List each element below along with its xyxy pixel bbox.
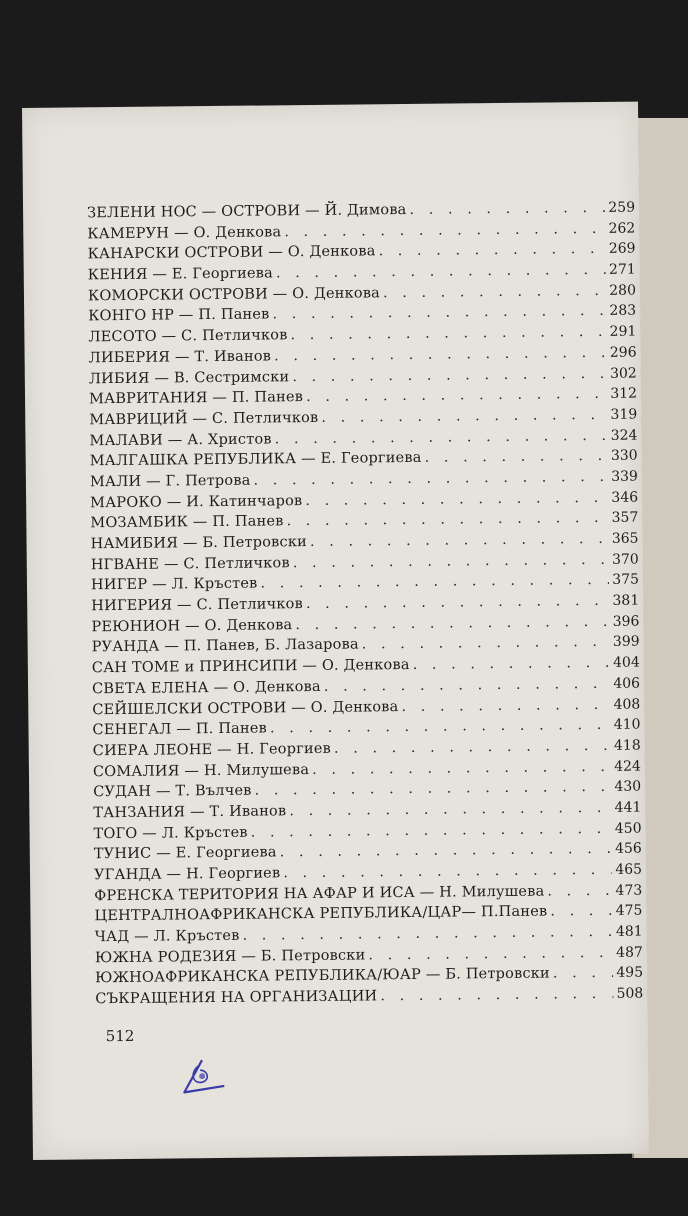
dot-leader [378, 239, 605, 262]
toc-entry-title: РЕЮНИОН — О. Денкова [91, 616, 293, 636]
dot-leader [409, 198, 605, 221]
toc-entry-page: 259 [608, 199, 636, 216]
toc-entry-title: МАРОКО — И. Катинчаров [90, 492, 303, 511]
toc-entry-page: 399 [612, 633, 640, 651]
dot-leader [547, 881, 612, 902]
toc-entry-title: СУДАН — Т. Вълчев [93, 782, 252, 801]
toc-entry-title: НИГЕР — Л. Кръстев [90, 575, 258, 594]
toc-entry-page: 508 [616, 985, 644, 1002]
toc-entry-page: 441 [614, 799, 642, 816]
toc-entry-page: 283 [609, 303, 637, 320]
book-page [22, 102, 649, 1160]
toc-entry-page: 465 [615, 861, 643, 878]
toc-entry-page: 339 [611, 468, 638, 485]
dot-leader [362, 632, 610, 655]
toc-entry-title: ЗЕЛЕНИ НОС — ОСТРОВИ — Й. Димова [87, 201, 407, 222]
toc-entry-page: 302 [609, 365, 637, 382]
toc-entry-page: 365 [611, 530, 639, 547]
toc-entry-title: САН ТОМЕ и ПРИНСИПИ — О. Денкова [91, 657, 410, 677]
toc-entry-title: ЦЕНТРАЛНОАФРИКАНСКА РЕПУБЛИКА/ЦАР— П.Панев [94, 903, 548, 925]
toc-entry-page: 357 [611, 509, 639, 527]
toc-entry-title: СЪКРАЩЕНИЯ НА ОРГАНИЗАЦИИ [95, 988, 378, 1008]
toc-entry-title: КАМЕРУН — О. Денкова [87, 223, 282, 243]
toc-entry-title: НИГЕРИЯ — С. Петличков [91, 596, 303, 615]
toc-entry-page: 346 [611, 489, 639, 506]
toc-entry-page: 408 [613, 696, 641, 713]
toc-entry-title: МАЛАВИ — А. Христов [89, 430, 272, 449]
toc-entry-page: 450 [614, 820, 642, 837]
toc-entry-page: 481 [615, 923, 643, 940]
toc-entry-page: 330 [610, 447, 638, 465]
toc-entry-title: КЕНИЯ — Е. Георгиева [87, 265, 274, 284]
dot-leader [401, 694, 610, 717]
toc-entry-title: УГАНДА — Н. Георгиев [93, 865, 281, 884]
toc-entry-title: ЮЖНА РОДЕЗИЯ — Б. Петровски [94, 947, 366, 967]
toc-entry-title: ТУНИС — Е. Георгиева [93, 844, 277, 863]
toc-entry-page: 280 [609, 282, 637, 299]
dot-leader [368, 943, 613, 966]
dot-leader [413, 653, 611, 676]
toc-entry-title: РУАНДА — П. Панев, Б. Лазарова [91, 636, 359, 656]
toc-entry-title: ЮЖНОАФРИКАНСКА РЕПУБЛИКА/ЮАР — Б. Петровски [95, 965, 550, 987]
toc-entry-page: 319 [610, 406, 638, 423]
toc-entry-title: МАЛИ — Г. Петрова [89, 472, 251, 491]
toc-entry-page: 424 [614, 758, 642, 775]
toc-entry-title: НГВАНЕ — С. Петличков [90, 554, 290, 573]
toc-entry-page: 404 [613, 654, 640, 671]
toc-entry-title: НАМИБИЯ — Б. Петровски [90, 534, 308, 553]
toc-entry-title: ЧАД — Л. Кръстев [94, 927, 240, 946]
toc-entry-page: 296 [609, 344, 637, 361]
toc-entry-page: 456 [614, 840, 642, 858]
toc-entry-title: ФРЕНСКА ТЕРИТОРИЯ НА АФАР И ИСА — Н. Милушева [94, 883, 545, 904]
toc-entry-title: СЕЙШЕЛСКИ ОСТРОВИ — О. Денкова [92, 698, 399, 718]
toc-entry-page: 430 [614, 778, 642, 796]
dot-leader [550, 901, 613, 922]
toc-entry-page: 418 [613, 737, 641, 754]
toc-entry-title: СЕНЕГАЛ — П. Панев [92, 720, 268, 739]
toc-entry-title: ЛЕСОТО — С. Петличков [88, 327, 288, 346]
toc-entry[interactable] [95, 984, 643, 1010]
dot-leader [380, 984, 613, 1007]
toc-entry-page: 375 [612, 571, 640, 589]
page-number: 512 [105, 1026, 135, 1046]
toc-entry-title: СОМАЛИЯ — Н. Милушева [92, 761, 310, 780]
toc-entry-page: 396 [612, 613, 640, 630]
table-of-contents [87, 198, 643, 1011]
ink-stamp-mark [172, 1056, 230, 1101]
toc-entry-page: 370 [611, 551, 639, 568]
toc-entry-page: 495 [616, 964, 644, 982]
toc-entry-title: КОМОРСКИ ОСТРОВИ — О. Денкова [87, 285, 381, 305]
toc-entry-page: 406 [613, 675, 641, 692]
toc-entry-page: 271 [608, 261, 636, 278]
toc-entry-page: 262 [608, 220, 636, 237]
toc-entry-title: КОНГО НР — П. Панев [88, 306, 270, 325]
toc-entry-title: МАВРИЦИЙ — С. Петличков [89, 409, 319, 429]
dot-leader [553, 963, 614, 984]
toc-entry-title: СВЕТА ЕЛЕНА — О. Денкова [92, 678, 321, 698]
dot-leader [424, 446, 608, 469]
toc-entry-page: 410 [613, 716, 641, 734]
toc-entry-page: 487 [616, 944, 643, 961]
toc-entry-title: МОЗАМБИК — П. Панев [90, 513, 284, 532]
toc-entry-page: 381 [612, 592, 640, 609]
toc-entry-title: ЛИБИЯ — В. Сестримски [88, 368, 290, 387]
toc-entry-page: 312 [610, 385, 638, 403]
toc-entry-title: СИЕРА ЛЕОНЕ — Н. Георгиев [92, 740, 332, 760]
toc-entry-page: 475 [615, 902, 643, 920]
toc-entry-title: ТОГО — Л. Кръстев [93, 824, 248, 842]
dot-leader [334, 736, 611, 760]
toc-entry-page: 269 [608, 240, 636, 258]
dot-leader [383, 281, 606, 304]
toc-entry-title: ЛИБЕРИЯ — Т. Иванов [88, 348, 272, 367]
toc-entry-page: 473 [615, 882, 643, 899]
toc-entry-title: МАВРИТАНИЯ — П. Панев [88, 389, 304, 408]
toc-entry-title: КАНАРСКИ ОСТРОВИ — О. Денкова [87, 243, 376, 263]
toc-entry-page: 324 [610, 427, 638, 444]
toc-entry-title: МАЛГАШКА РЕПУБЛИКА — Е. Георгиева [89, 450, 422, 470]
toc-entry-page: 291 [609, 323, 637, 340]
toc-entry-title: ТАНЗАНИЯ — Т. Иванов [93, 803, 287, 822]
